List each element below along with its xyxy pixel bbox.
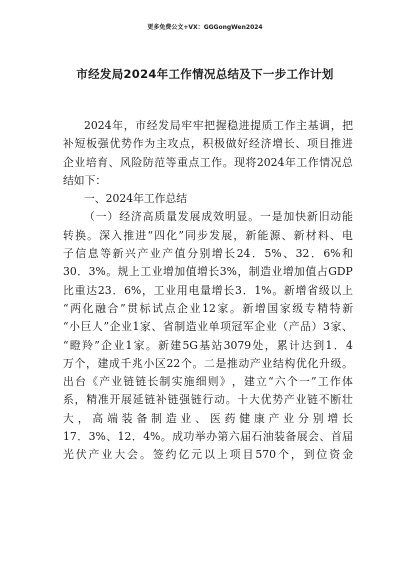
text-line: 补 短 板 强 优 势 作 为 主 攻 点 ， 积 极 做 好 经 济 增 长 、 项 目 推 进 xyxy=(63,137,353,151)
text-line: 结 如 下 ： xyxy=(63,173,107,187)
text-line: 大 ， 高 端 装 备 制 造 业 、 医 药 健 康 产 业 分 别 增 长 xyxy=(63,411,353,425)
header-note: 更多免费公文+VX：GGGongWen2024 xyxy=(147,24,263,31)
text-line: 万 个 ， 建 成 千 兆 小 区 22 个 。 二 是 推 动 产 业 结 构 优 化 升 级 。 xyxy=(63,356,353,370)
text-line: （ 一 ） 经 济 高 质 量 发 展 成 效 明 显 。 一 是 加 快 新 旧 动 能 xyxy=(84,210,353,224)
text-line: 子 信 息 等 新 兴 产 业 产 值 分 别 增 长 24 ． 5% 、 32 ． 6% 和 xyxy=(63,247,353,261)
text-line: 出 台 《 产 业 链 链 长 制 实 施 细 则 》 ， 建 立 “ 六 个 一 ” 工 作 体 xyxy=(63,375,353,389)
text-line: 转 换 。 深 入 推 进 “ 四 化 ” 同 步 发 展 ， 新 能 源 、 新 材 料 、 电 xyxy=(63,228,353,242)
text-line: 一 、 2024 年 工 作 总 结 xyxy=(84,192,188,206)
text-line: 17 ． 3% 、 12 ． 4% 。 成 功 举 办 第 六 届 石 油 装 备 展 会 、 首 届 xyxy=(63,430,353,444)
text-line: “ 小 巨 人 ” 企 业 1 家 、 省 制 造 业 单 项 冠 军 企 业 （ 产 品 ） 3 家 、 xyxy=(63,320,353,334)
text-line: “ 两 化 融 合 ” 贯 标 试 点 企 业 12 家 。 新 增 国 家 级 专 精 特 新 xyxy=(63,301,353,315)
text-line: 系 ， 精 准 开 展 延 链 补 链 强 链 行 动 。 十 大 优 势 产 业 链 不 断 壮 xyxy=(63,393,353,407)
text-line: 光 伏 产 业 大 会 。 签 约 亿 元 以 上 项 目 570 个 ， 到 位 资 金 xyxy=(63,448,353,462)
text-line: 企 业 培 育 、 风 险 防 范 等 重 点 工 作 。 现 将 2024 年 工 作 情 况 总 xyxy=(63,155,353,169)
text-line: 2024 年 ， 市 经 发 局 牢 牢 把 握 稳 进 提 质 工 作 主 基 调 ， 把 xyxy=(84,119,353,132)
text-line: 比 重 达 23 ． 6% ， 工 业 用 电 量 增 长 3 ． 1% 。 新 增 省 级 以 上 xyxy=(63,283,353,297)
text-line: “ 瞪 羚 ” 企 业 1 家 。 新 建 5G 基 站 3079 处 ， 累 计 达 到 1 ． 4 xyxy=(63,338,353,352)
document-title: 市经发局2024年工作情况总结及下一步工作计划 xyxy=(76,67,334,81)
text-line: 30 ． 3% 。 规 上 工 业 增 加 值 增 长 3% ， 制 造 业 增 加 值 占 GDP xyxy=(63,265,353,279)
document-body xyxy=(63,117,353,465)
